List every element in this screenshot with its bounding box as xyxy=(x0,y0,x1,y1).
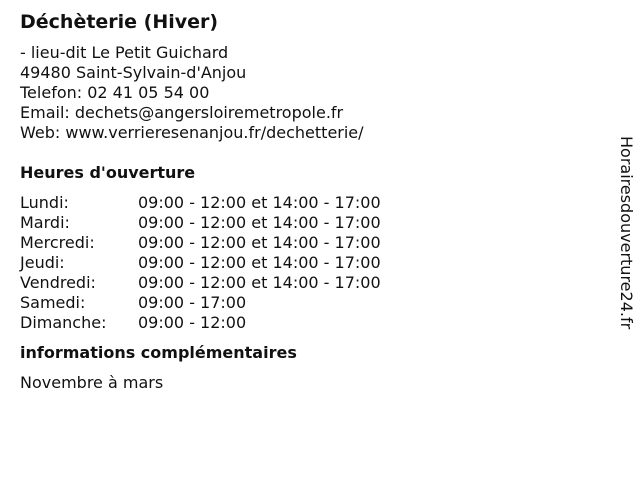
hours-row xyxy=(20,313,381,333)
address-line-2: 49480 Saint-Sylvain-d'Anjou xyxy=(20,63,247,82)
hours-row xyxy=(20,233,381,253)
facility-title: Déchèterie (Hiver) xyxy=(20,11,219,33)
hours-day: Lundi: xyxy=(20,193,69,212)
hours-day: Vendredi: xyxy=(20,273,96,292)
hours-day: Mercredi: xyxy=(20,233,95,252)
hours-row xyxy=(20,193,381,213)
hours-row xyxy=(20,213,381,233)
hours-day: Samedi: xyxy=(20,293,86,312)
hours-day: Mardi: xyxy=(20,213,70,232)
hours-time: 09:00 - 12:00 et 14:00 - 17:00 xyxy=(138,193,381,212)
hours-time: 09:00 - 12:00 et 14:00 - 17:00 xyxy=(138,273,381,292)
hours-day: Jeudi: xyxy=(20,253,65,272)
hours-row xyxy=(20,253,381,273)
phone-line: Telefon: 02 41 05 54 00 xyxy=(20,83,210,102)
web-line: Web: www.verrieresenanjou.fr/dechetterie/ xyxy=(20,123,364,142)
address-line-1: - lieu-dit Le Petit Guichard xyxy=(20,43,229,62)
hours-time: 09:00 - 17:00 xyxy=(138,293,247,312)
hours-heading: Heures d'ouverture xyxy=(20,163,196,182)
hours-time: 09:00 - 12:00 et 14:00 - 17:00 xyxy=(138,253,381,272)
hours-row xyxy=(20,293,381,313)
hours-time: 09:00 - 12:00 et 14:00 - 17:00 xyxy=(138,213,381,232)
email-line: Email: dechets@angersloiremetropole.fr xyxy=(20,103,344,122)
address-block xyxy=(20,43,600,143)
hours-table xyxy=(20,193,381,333)
hours-time: 09:00 - 12:00 et 14:00 - 17:00 xyxy=(138,233,381,252)
info-text: Novembre à mars xyxy=(20,373,164,392)
info-heading: informations complémentaires xyxy=(20,343,297,362)
hours-day: Dimanche: xyxy=(20,313,107,332)
hours-row xyxy=(20,273,381,293)
hours-time: 09:00 - 12:00 xyxy=(138,313,247,332)
facility-card xyxy=(20,10,600,393)
brand-watermark: Horairesdouverture24.fr xyxy=(617,136,636,330)
